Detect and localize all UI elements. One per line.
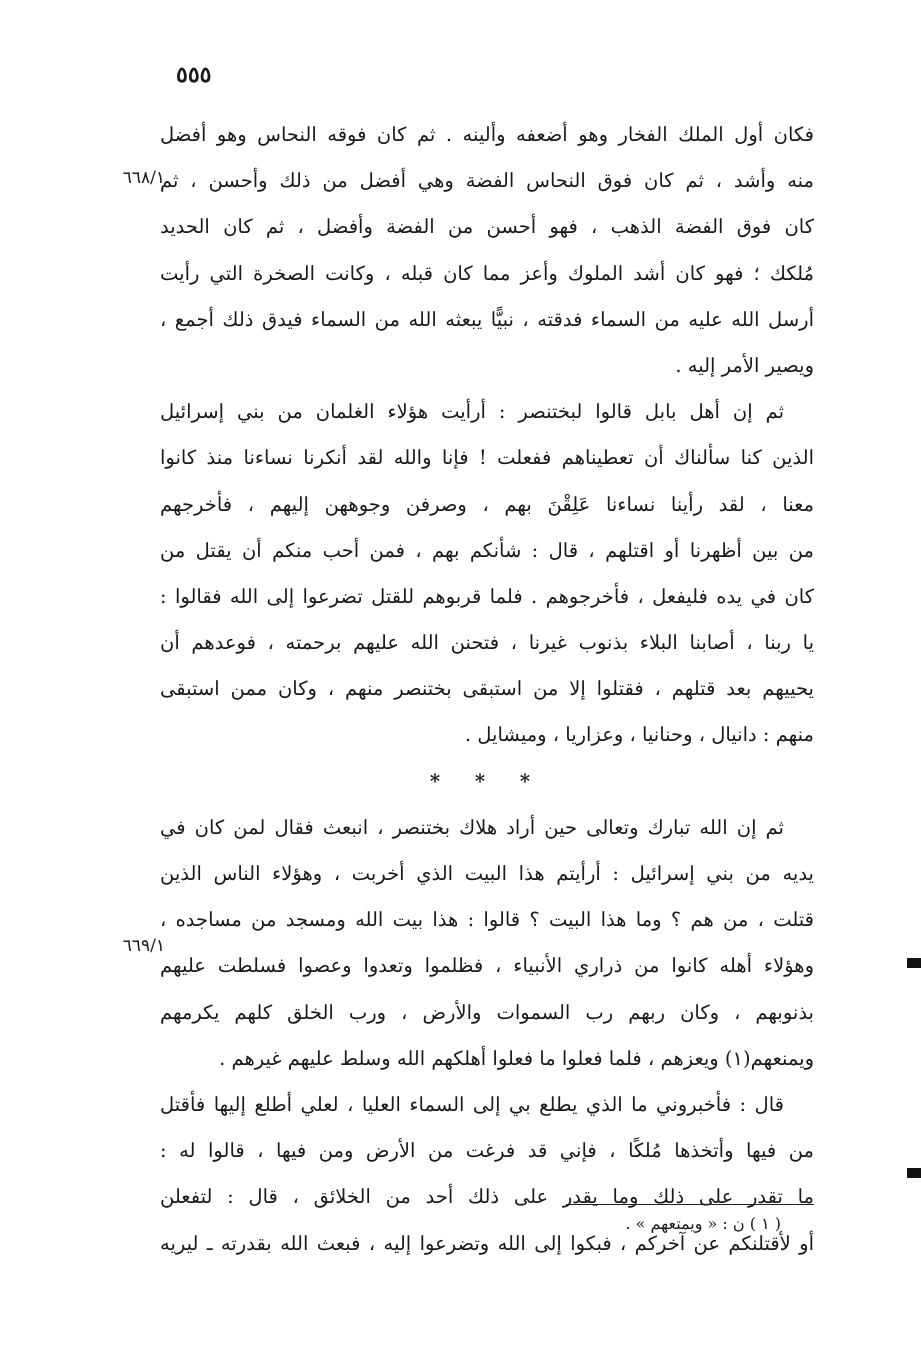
margin-reference: ٦٦٩/١ bbox=[122, 936, 165, 956]
text-line: ثم إن أهل بابل قالوا لبختنصر : أرأيت هؤلاء الغلمان من بني إسرائيل bbox=[160, 400, 784, 424]
text-line: يحييهم بعد قتلهم ، فقتلوا إلا من استبقى بختنصر منهم ، وكان ممن استبقى bbox=[160, 677, 814, 701]
scan-edge-mark bbox=[907, 1168, 921, 1178]
text-line: مُلكك ؛ فهو كان أشد الملوك وأعز مما كان قبله ، وكانت الصخرة التي رأيت bbox=[160, 261, 814, 285]
text-line: الذين كنا سألناك أن تعطيناهم ففعلت ! فإنا والله لقد أنكرنا نساءنا منذ كانوا bbox=[160, 446, 814, 470]
text-line: كان فوق الفضة الذهب ، فهو أحسن من الفضة وأفضل ، ثم كان الحديد bbox=[160, 215, 814, 239]
text-line: يديه من بني إسرائيل : أرأيتم هذا البيت الذي أخربت ، وهؤلاء الناس الذين bbox=[160, 862, 814, 885]
page-number: ٥٥٥ bbox=[176, 62, 212, 88]
text-line: معنا ، لقد رأينا نساءنا عَلِقْنَ بهم ، وصرفن وجوههن إليهم ، فأخرجهم bbox=[160, 492, 814, 516]
footnote: ( ١ ) ن : « ويمتعهم » . bbox=[625, 1214, 781, 1233]
text-line: وهؤلاء أهله كانوا من ذراري الأنبياء ، فظلموا وتعدوا وعصوا فسلطت عليهم bbox=[160, 954, 814, 978]
text-line: يا ربنا ، أصابنا البلاء بذنوب غيرنا ، فتحنن الله عليهم برحمته ، فوعدهم أن bbox=[160, 631, 814, 655]
text-line: قال : فأخبروني ما الذي يطلع بي إلى السماء العليا ، لعلي أطلع إليها فأقتل bbox=[160, 1092, 784, 1116]
text-line: بذنوبهم ، وكان ربهم رب السموات والأرض ، ورب الخلق كلهم يكرمهم bbox=[160, 1000, 814, 1024]
text-line: قتلت ، من هم ؟ وما هذا البيت ؟ قالوا : هذا بيت الله ومسجد من مساجده ، bbox=[160, 908, 814, 932]
text-line: من بين أظهرنا أو اقتلهم ، قال : شأنكم بهم ، فمن أحب منكم أن يقتل من bbox=[160, 538, 814, 562]
footnote-divider bbox=[566, 1204, 814, 1205]
scan-edge-mark bbox=[907, 958, 921, 968]
section-divider: * * * bbox=[429, 769, 545, 793]
text-line: ما تقدر على ذلك وما يقدر على ذلك أحد من الخلائق ، قال : لتفعلن bbox=[160, 1185, 814, 1209]
body-text bbox=[160, 112, 814, 1267]
text-line: منهم : دانيال ، وحنانيا ، وعزاريا ، وميشايل . bbox=[464, 723, 814, 747]
text-line: أو لأقتلنكم عن آخركم ، فبكوا إلى الله وتضرعوا إليه ، فبعث الله بقدرته ـ ليريه bbox=[160, 1231, 814, 1255]
text-line: فكان أول الملك الفخار وهو أضعفه وألينه . ثم كان فوقه النحاس وهو أفضل bbox=[160, 123, 814, 146]
text-line: من فيها وأتخذها مُلكًا ، فإني قد فرغت من الأرض ومن فيها ، قالوا له : bbox=[160, 1139, 814, 1163]
text-line: ويمنعهم(١) ويعزهم ، فلما فعلوا ما فعلوا أهلكهم الله وسلط عليهم غيرهم . bbox=[219, 1046, 814, 1070]
text-line: أرسل الله عليه من السماء فدقته ، نبيًّا يبعثه الله من السماء فيدق ذلك أجمع ، bbox=[160, 307, 814, 331]
text-line: كان في يده فليفعل ، فأخرجوهم . فلما قربوهم للقتل تضرعوا إلى الله فقالوا : bbox=[160, 584, 814, 608]
margin-reference: ٦٦٨/١ bbox=[122, 168, 165, 188]
text-line: منه وأشد ، ثم كان فوق النحاس الفضة وهي أفضل من ذلك وأحسن ، ثم bbox=[160, 169, 814, 193]
text-line: ويصير الأمر إليه . bbox=[675, 353, 814, 377]
text-line: ثم إن الله تبارك وتعالى حين أراد هلاك بختنصر ، انبعث فقال لمن كان في bbox=[160, 815, 784, 839]
